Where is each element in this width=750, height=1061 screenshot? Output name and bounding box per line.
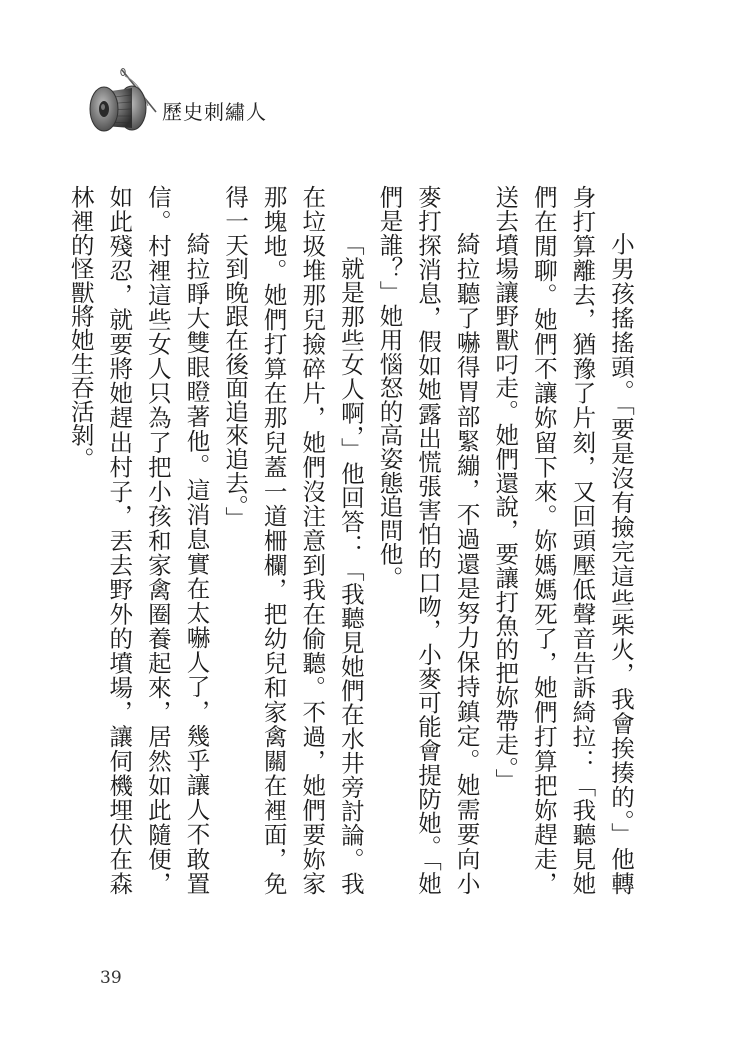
vertical-body-text [66, 185, 640, 895]
paragraph-4: 綺拉睜大雙眼瞪著他。這消息實在太嚇人了，幾乎讓人不敢置信。村裡這些女人只為了把小孩和家禽圈養起來，居然如此隨便，如此殘忍，就要將她趕出村子，丟去野外的墳場，讓伺機埋伏在森林裡的怪獸將她生吞活剝。 [66, 185, 211, 895]
running-header [82, 64, 302, 144]
paragraph-3: 「就是那些女人啊，」他回答：「我聽見她們在水井旁討論。我在垃圾堆那兒撿碎片，她們沒注意到我在偷聽。不過，她們要妳家那塊地。她們打算在那兒蓋一道柵欄，把幼兒和家禽關在裡面，免得一天到晚跟在後面追來追去。」 [221, 185, 365, 895]
paragraph-1: 小男孩搖搖頭。「要是沒有撿完這些柴火，我會挨揍的。」他轉身打算離去，猶豫了片刻，又回頭壓低聲音告訴綺拉：「我聽見她們在閒聊。她們不讓妳留下來。妳媽媽死了，她們打算把妳趕走，送去墳場讓野獸叼走。她們還說，要讓打魚的把妳帶走。」 [491, 185, 635, 895]
thread-spool-needle-icon [82, 64, 166, 144]
paragraph-2: 綺拉聽了嚇得胃部緊繃，不過還是努力保持鎮定。她需要向小麥打探消息，假如她露出慌張害怕的口吻，小麥可能會提防她。「她們是誰？」她用惱怒的高姿態追問他。 [375, 185, 481, 895]
page-number: 39 [100, 968, 122, 988]
book-title: 歷史刺繡人 [162, 100, 267, 124]
